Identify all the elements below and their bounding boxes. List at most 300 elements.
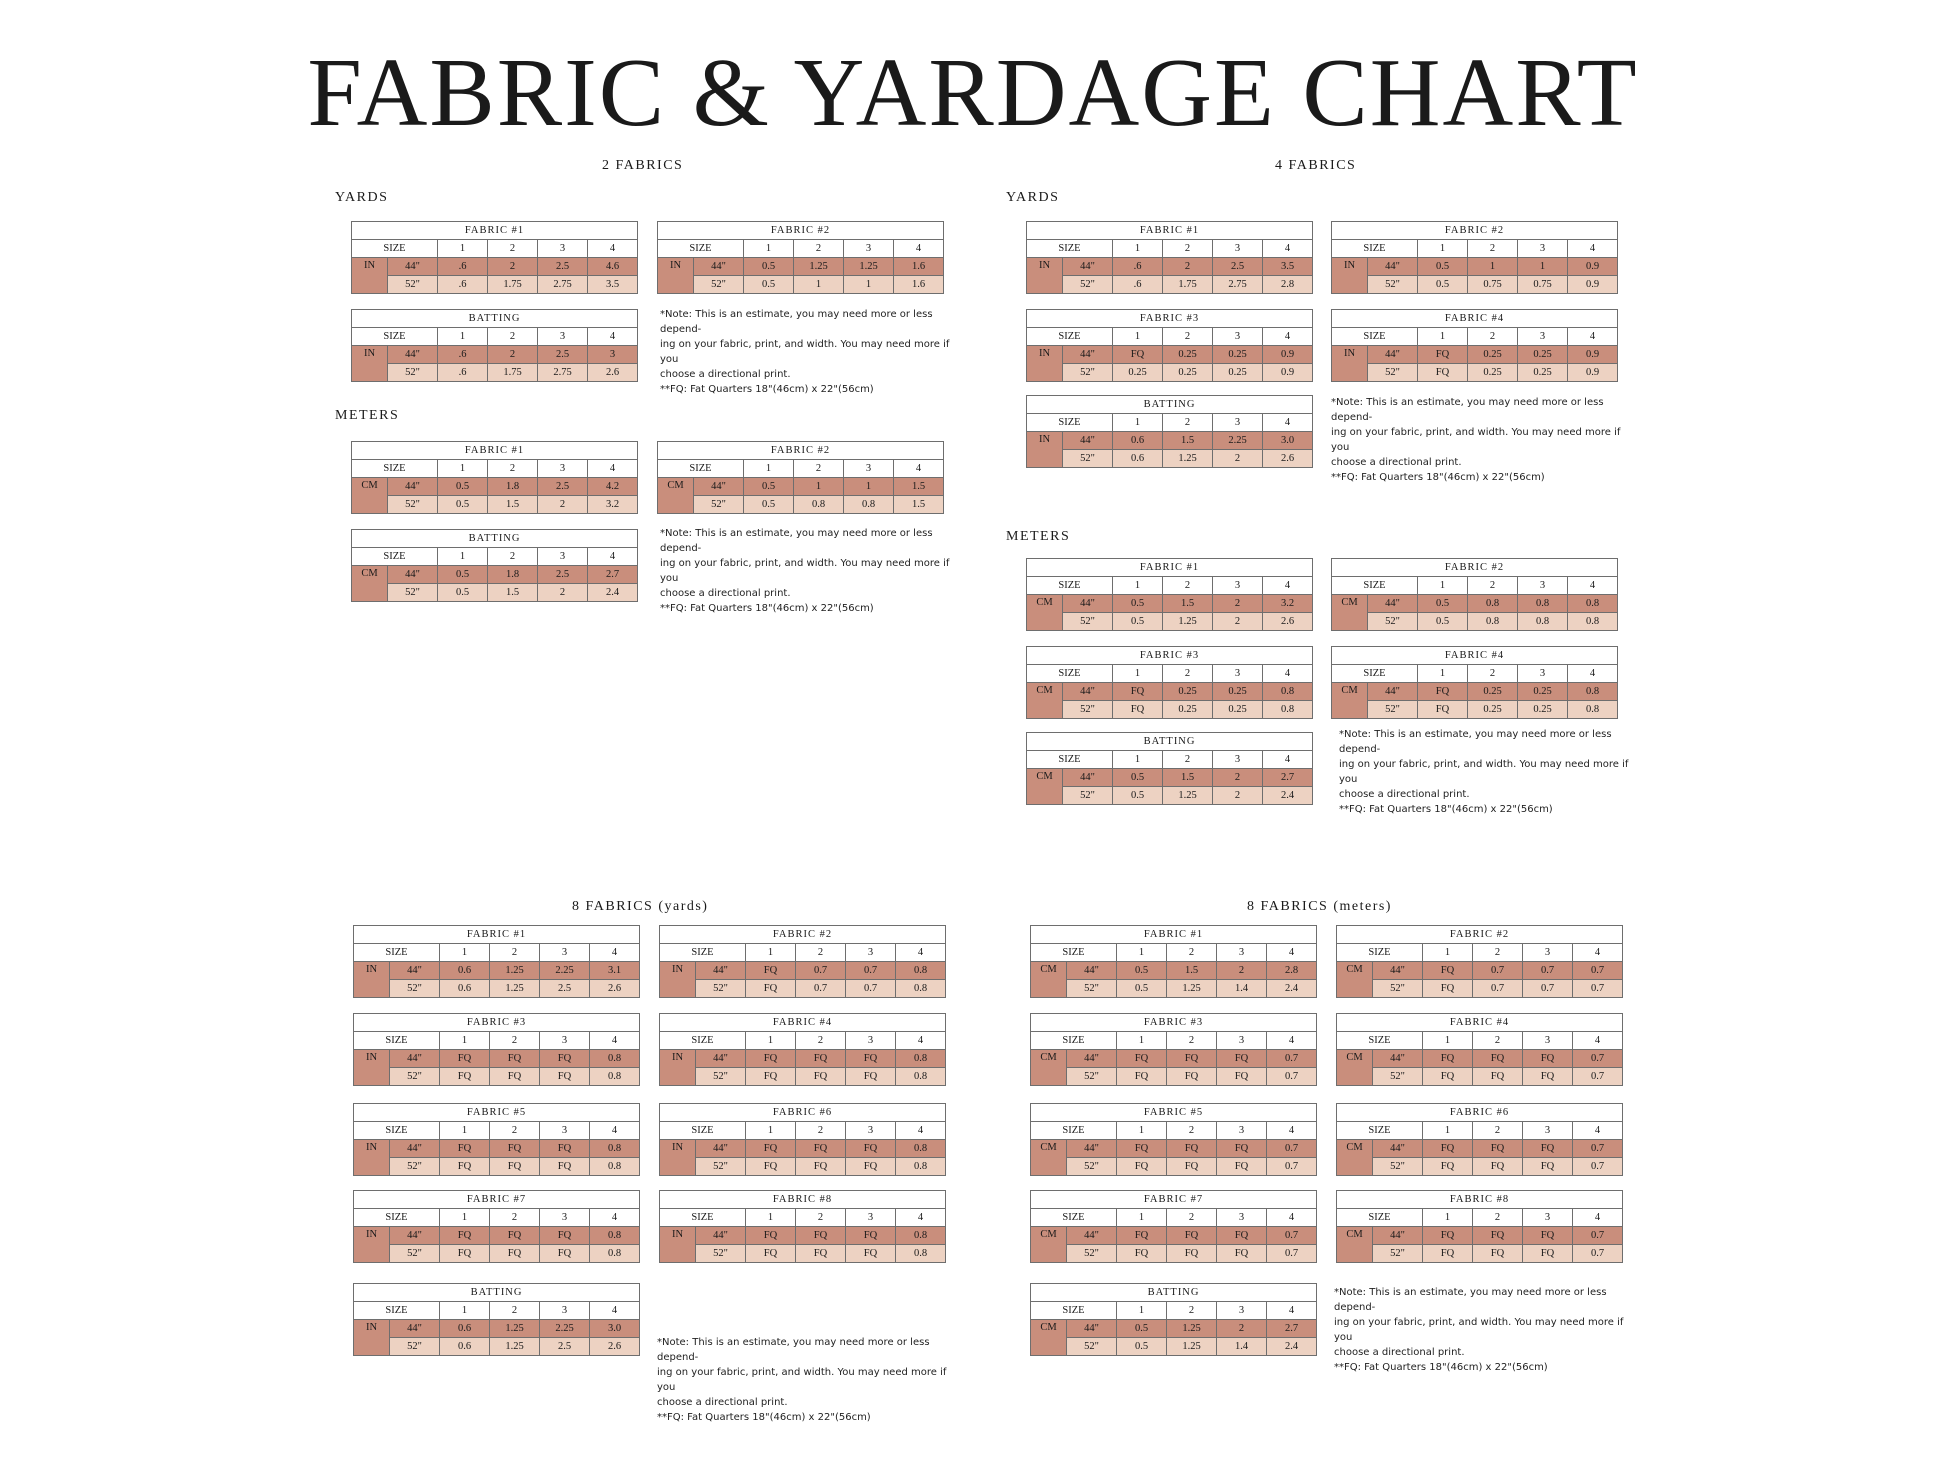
estimate-note: *Note: This is an estimate, you may need more or less depend- ing on your fabric, print, and width. You may need more if you choose a directional print. **FQ: Fat Quarters 18"(46cm) x 22"(56cm) <box>660 309 950 395</box>
value-cell: 0.25 <box>1518 364 1568 382</box>
size-header: SIZE <box>1031 1209 1117 1227</box>
table-row <box>1337 1068 1623 1086</box>
value-cell: FQ <box>846 1050 896 1068</box>
table-row <box>354 962 640 980</box>
size-header-row <box>660 1032 946 1050</box>
unit-cell: CM <box>1332 683 1368 719</box>
size-header: SIZE <box>1031 944 1117 962</box>
value-cell: 0.5 <box>744 276 794 294</box>
value-cell: 0.7 <box>1573 1068 1623 1086</box>
width-label: 52" <box>388 276 438 294</box>
width-label: 44" <box>388 566 438 584</box>
value-cell: FQ <box>846 1158 896 1176</box>
yardage-table <box>1030 1190 1317 1263</box>
unit-cell: CM <box>1031 1050 1067 1086</box>
value-cell: FQ <box>540 1227 590 1245</box>
value-cell: 2.75 <box>1213 276 1263 294</box>
table-row <box>1332 683 1618 701</box>
value-cell: 1.25 <box>490 1320 540 1338</box>
value-cell: 2.5 <box>540 980 590 998</box>
value-cell: 0.25 <box>1468 701 1518 719</box>
size-number: 3 <box>1217 1122 1267 1140</box>
width-label: 52" <box>1063 450 1113 468</box>
table-title: BATTING <box>352 530 638 548</box>
size-header: SIZE <box>1332 328 1418 346</box>
value-cell: 0.25 <box>1163 346 1213 364</box>
value-cell: 0.6 <box>440 980 490 998</box>
size-number: 4 <box>1267 1302 1317 1320</box>
value-cell: 0.25 <box>1163 701 1213 719</box>
table-title: BATTING <box>352 310 638 328</box>
value-cell: 2.5 <box>1213 258 1263 276</box>
value-cell: 0.25 <box>1213 346 1263 364</box>
page-title: FABRIC & YARDAGE CHART <box>307 39 1639 147</box>
unit-cell: IN <box>354 962 390 998</box>
size-number: 4 <box>1568 328 1618 346</box>
value-cell: 0.7 <box>1573 1050 1623 1068</box>
width-label: 52" <box>1067 1245 1117 1263</box>
size-header-row <box>1332 328 1618 346</box>
value-cell: FQ <box>1523 1068 1573 1086</box>
size-number: 1 <box>440 1302 490 1320</box>
table-title: FABRIC #3 <box>1027 310 1313 328</box>
size-header-row <box>352 328 638 346</box>
table-row <box>1031 1158 1317 1176</box>
value-cell: 0.25 <box>1468 346 1518 364</box>
width-label: 44" <box>388 258 438 276</box>
size-number: 3 <box>1213 751 1263 769</box>
value-cell: 0.7 <box>1267 1227 1317 1245</box>
value-cell: 0.25 <box>1468 683 1518 701</box>
table-title: FABRIC #4 <box>1337 1014 1623 1032</box>
size-number: 4 <box>1263 414 1313 432</box>
value-cell: FQ <box>1418 683 1468 701</box>
size-number: 3 <box>538 240 588 258</box>
value-cell: FQ <box>1418 701 1468 719</box>
table-row <box>660 980 946 998</box>
estimate-note: *Note: This is an estimate, you may need more or less depend- ing on your fabric, print, and width. You may need more if you choose a directional print. **FQ: Fat Quarters 18"(46cm) x 22"(56cm) <box>660 528 950 614</box>
width-label: 44" <box>388 478 438 496</box>
size-number: 1 <box>1418 665 1468 683</box>
table-title: FABRIC #1 <box>352 222 638 240</box>
value-cell: 2.5 <box>538 478 588 496</box>
size-number: 1 <box>438 460 488 478</box>
size-number: 1 <box>440 1209 490 1227</box>
size-number: 2 <box>1167 1032 1217 1050</box>
size-header-row <box>1337 944 1623 962</box>
value-cell: FQ <box>1217 1158 1267 1176</box>
size-number: 2 <box>1468 328 1518 346</box>
size-number: 1 <box>1113 240 1163 258</box>
size-number: 3 <box>1217 1032 1267 1050</box>
table-row <box>354 1245 640 1263</box>
size-header-row <box>1332 665 1618 683</box>
width-label: 52" <box>1063 701 1113 719</box>
value-cell: FQ <box>1423 1068 1473 1086</box>
size-header: SIZE <box>1031 1032 1117 1050</box>
table-title: FABRIC #7 <box>354 1191 640 1209</box>
size-header: SIZE <box>1027 751 1113 769</box>
table-row <box>1337 1227 1623 1245</box>
unit-cell: IN <box>1027 432 1063 468</box>
table-title: FABRIC #8 <box>660 1191 946 1209</box>
value-cell: FQ <box>490 1227 540 1245</box>
value-cell: 2.7 <box>1267 1320 1317 1338</box>
size-number: 1 <box>1113 665 1163 683</box>
size-number: 3 <box>846 1209 896 1227</box>
value-cell: 0.9 <box>1263 364 1313 382</box>
size-number: 1 <box>1418 240 1468 258</box>
value-cell: .6 <box>438 346 488 364</box>
size-header-row <box>1031 1032 1317 1050</box>
size-number: 1 <box>1117 1302 1167 1320</box>
unit-cell: CM <box>658 478 694 514</box>
value-cell: FQ <box>796 1245 846 1263</box>
table-title: BATTING <box>1031 1284 1317 1302</box>
value-cell: FQ <box>440 1050 490 1068</box>
table-row <box>1332 258 1618 276</box>
size-number: 1 <box>744 240 794 258</box>
value-cell: 0.7 <box>1473 962 1523 980</box>
table-title: FABRIC #7 <box>1031 1191 1317 1209</box>
value-cell: 2.7 <box>1263 769 1313 787</box>
yardage-table <box>1336 1103 1623 1176</box>
value-cell: 2 <box>1163 258 1213 276</box>
value-cell: 2.25 <box>1213 432 1263 450</box>
size-number: 4 <box>588 328 638 346</box>
size-header-row <box>1031 1209 1317 1227</box>
yardage-table <box>1331 558 1618 631</box>
value-cell: 1.25 <box>844 258 894 276</box>
size-header: SIZE <box>352 460 438 478</box>
size-header: SIZE <box>352 328 438 346</box>
value-cell: 0.5 <box>438 478 488 496</box>
width-label: 52" <box>1067 1158 1117 1176</box>
table-row <box>1027 683 1313 701</box>
value-cell: 0.25 <box>1213 701 1263 719</box>
width-label: 52" <box>1067 1068 1117 1086</box>
meters-label: METERS <box>1006 529 1071 544</box>
size-number: 4 <box>1267 1209 1317 1227</box>
value-cell: FQ <box>1167 1140 1217 1158</box>
size-number: 3 <box>846 944 896 962</box>
value-cell: 0.8 <box>1518 595 1568 613</box>
value-cell: 1.4 <box>1217 1338 1267 1356</box>
yardage-table <box>351 529 638 602</box>
value-cell: 0.7 <box>1573 962 1623 980</box>
section-title-4-fabrics: 4 FABRICS <box>1275 158 1357 173</box>
value-cell: 0.7 <box>846 980 896 998</box>
width-label: 52" <box>1368 364 1418 382</box>
value-cell: 0.6 <box>440 962 490 980</box>
value-cell: 0.9 <box>1568 258 1618 276</box>
size-number: 4 <box>1263 751 1313 769</box>
table-row <box>354 1227 640 1245</box>
value-cell: 1 <box>794 478 844 496</box>
table-row <box>660 1050 946 1068</box>
value-cell: 0.5 <box>1117 962 1167 980</box>
value-cell: FQ <box>540 1140 590 1158</box>
value-cell: 1.5 <box>1167 962 1217 980</box>
size-header: SIZE <box>1027 414 1113 432</box>
value-cell: 0.7 <box>846 962 896 980</box>
table-row <box>1027 701 1313 719</box>
width-label: 44" <box>1368 683 1418 701</box>
size-number: 4 <box>590 1122 640 1140</box>
value-cell: FQ <box>746 980 796 998</box>
value-cell: FQ <box>1423 1158 1473 1176</box>
value-cell: FQ <box>490 1245 540 1263</box>
value-cell: 0.9 <box>1568 276 1618 294</box>
table-row <box>1332 346 1618 364</box>
size-number: 2 <box>490 944 540 962</box>
size-number: 1 <box>1423 1032 1473 1050</box>
unit-cell: CM <box>1337 962 1373 998</box>
value-cell: FQ <box>1167 1158 1217 1176</box>
value-cell: 0.7 <box>1523 962 1573 980</box>
value-cell: 0.5 <box>1418 276 1468 294</box>
width-label: 44" <box>1373 1050 1423 1068</box>
value-cell: 2.5 <box>538 346 588 364</box>
size-number: 4 <box>1267 1032 1317 1050</box>
size-number: 3 <box>1523 944 1573 962</box>
width-label: 44" <box>1067 1140 1117 1158</box>
size-number: 1 <box>440 1122 490 1140</box>
value-cell: FQ <box>746 1227 796 1245</box>
unit-cell: IN <box>352 346 388 382</box>
value-cell: 2.6 <box>590 980 640 998</box>
size-header-row <box>1337 1032 1623 1050</box>
value-cell: 1.25 <box>1167 980 1217 998</box>
table-title: FABRIC #1 <box>354 926 640 944</box>
size-number: 3 <box>1518 328 1568 346</box>
value-cell: 0.9 <box>1568 364 1618 382</box>
size-number: 2 <box>1163 414 1213 432</box>
table-row <box>1332 701 1618 719</box>
table-row <box>1337 962 1623 980</box>
table-title: FABRIC #5 <box>354 1104 640 1122</box>
table-row <box>1031 1140 1317 1158</box>
value-cell: FQ <box>440 1158 490 1176</box>
value-cell: 0.75 <box>1468 276 1518 294</box>
unit-cell: IN <box>660 1050 696 1086</box>
size-header: SIZE <box>1332 665 1418 683</box>
width-label: 44" <box>390 1140 440 1158</box>
size-header-row <box>1332 240 1618 258</box>
size-header: SIZE <box>352 240 438 258</box>
value-cell: FQ <box>1217 1068 1267 1086</box>
value-cell: FQ <box>1473 1227 1523 1245</box>
size-header-row <box>352 460 638 478</box>
size-number: 3 <box>538 548 588 566</box>
value-cell: 1 <box>844 478 894 496</box>
yardage-table <box>1030 1103 1317 1176</box>
unit-cell: IN <box>660 1140 696 1176</box>
size-header: SIZE <box>1332 577 1418 595</box>
size-number: 1 <box>438 548 488 566</box>
value-cell: 0.7 <box>796 980 846 998</box>
table-row <box>1332 364 1618 382</box>
size-number: 1 <box>746 1032 796 1050</box>
value-cell: 2.7 <box>588 566 638 584</box>
size-number: 2 <box>490 1302 540 1320</box>
table-row <box>354 1068 640 1086</box>
size-number: 3 <box>1217 1302 1267 1320</box>
size-number: 4 <box>1573 944 1623 962</box>
value-cell: 2 <box>1213 613 1263 631</box>
value-cell: 0.25 <box>1213 364 1263 382</box>
size-number: 3 <box>1523 1032 1573 1050</box>
table-title: FABRIC #6 <box>1337 1104 1623 1122</box>
unit-cell: CM <box>1031 1140 1067 1176</box>
value-cell: FQ <box>1473 1158 1523 1176</box>
value-cell: 0.8 <box>896 1050 946 1068</box>
table-row <box>354 980 640 998</box>
value-cell: FQ <box>1523 1245 1573 1263</box>
value-cell: 1.25 <box>490 1338 540 1356</box>
yardage-table <box>657 221 944 294</box>
value-cell: 0.5 <box>1117 980 1167 998</box>
size-number: 4 <box>588 548 638 566</box>
size-number: 4 <box>1267 944 1317 962</box>
value-cell: FQ <box>846 1227 896 1245</box>
value-cell: 0.8 <box>896 962 946 980</box>
value-cell: 0.9 <box>1568 346 1618 364</box>
value-cell: FQ <box>746 962 796 980</box>
width-label: 44" <box>1067 1050 1117 1068</box>
value-cell: 2 <box>538 496 588 514</box>
size-number: 3 <box>1213 665 1263 683</box>
unit-cell: CM <box>1337 1140 1373 1176</box>
table-row <box>352 478 638 496</box>
value-cell: 1.5 <box>894 496 944 514</box>
size-number: 4 <box>1568 577 1618 595</box>
table-row <box>1337 1050 1623 1068</box>
width-label: 52" <box>1063 276 1113 294</box>
value-cell: 4.6 <box>588 258 638 276</box>
size-header-row <box>660 1122 946 1140</box>
table-title: FABRIC #2 <box>658 222 944 240</box>
table-title: BATTING <box>1027 396 1313 414</box>
width-label: 52" <box>388 364 438 382</box>
width-label: 44" <box>1067 1227 1117 1245</box>
size-number: 1 <box>1117 1122 1167 1140</box>
size-number: 3 <box>1217 944 1267 962</box>
table-row <box>352 566 638 584</box>
table-row <box>352 276 638 294</box>
value-cell: 0.7 <box>1267 1050 1317 1068</box>
table-row <box>1337 1158 1623 1176</box>
value-cell: 1.8 <box>488 478 538 496</box>
table-title: FABRIC #5 <box>1031 1104 1317 1122</box>
size-header: SIZE <box>660 944 746 962</box>
value-cell: 3 <box>588 346 638 364</box>
width-label: 44" <box>388 346 438 364</box>
size-number: 1 <box>746 944 796 962</box>
width-label: 52" <box>390 1338 440 1356</box>
unit-cell: IN <box>352 258 388 294</box>
yardage-table <box>1030 925 1317 998</box>
value-cell: FQ <box>1418 364 1468 382</box>
value-cell: 0.25 <box>1518 346 1568 364</box>
table-row <box>1031 962 1317 980</box>
value-cell: FQ <box>746 1158 796 1176</box>
size-header: SIZE <box>1337 944 1423 962</box>
value-cell: 3.5 <box>1263 258 1313 276</box>
value-cell: FQ <box>440 1068 490 1086</box>
value-cell: FQ <box>1117 1068 1167 1086</box>
size-number: 1 <box>1117 1032 1167 1050</box>
width-label: 44" <box>390 1320 440 1338</box>
table-row <box>660 962 946 980</box>
yardage-table <box>353 1013 640 1086</box>
size-number: 2 <box>796 944 846 962</box>
table-row <box>1027 613 1313 631</box>
value-cell: 0.8 <box>1568 613 1618 631</box>
width-label: 52" <box>1373 980 1423 998</box>
size-header: SIZE <box>1027 240 1113 258</box>
size-header: SIZE <box>1337 1122 1423 1140</box>
value-cell: 0.8 <box>896 1245 946 1263</box>
size-header: SIZE <box>354 1032 440 1050</box>
value-cell: 2.6 <box>1263 613 1313 631</box>
size-number: 4 <box>896 1032 946 1050</box>
value-cell: 0.5 <box>1418 613 1468 631</box>
size-number: 4 <box>590 944 640 962</box>
unit-cell: CM <box>1031 962 1067 998</box>
table-row <box>660 1140 946 1158</box>
size-number: 4 <box>588 460 638 478</box>
width-label: 52" <box>390 1068 440 1086</box>
value-cell: 0.5 <box>744 496 794 514</box>
value-cell: FQ <box>1117 1140 1167 1158</box>
table-title: FABRIC #1 <box>1027 222 1313 240</box>
width-label: 44" <box>1063 769 1113 787</box>
yardage-table <box>1336 925 1623 998</box>
width-label: 52" <box>696 1068 746 1086</box>
value-cell: 1 <box>1518 258 1568 276</box>
size-number: 2 <box>1473 944 1523 962</box>
value-cell: 0.5 <box>1113 613 1163 631</box>
value-cell: 2.8 <box>1263 276 1313 294</box>
width-label: 44" <box>1373 1227 1423 1245</box>
size-number: 2 <box>1468 665 1518 683</box>
table-row <box>1027 276 1313 294</box>
size-number: 4 <box>590 1032 640 1050</box>
value-cell: 2 <box>1217 1320 1267 1338</box>
size-header: SIZE <box>1031 1302 1117 1320</box>
width-label: 52" <box>694 276 744 294</box>
unit-cell: IN <box>658 258 694 294</box>
size-number: 4 <box>1573 1209 1623 1227</box>
width-label: 52" <box>1373 1068 1423 1086</box>
value-cell: FQ <box>490 1068 540 1086</box>
yardage-table <box>1026 221 1313 294</box>
size-number: 3 <box>1523 1122 1573 1140</box>
value-cell: 0.25 <box>1518 701 1568 719</box>
size-number: 1 <box>1418 577 1468 595</box>
table-title: FABRIC #3 <box>1027 647 1313 665</box>
table-row <box>1031 1068 1317 1086</box>
value-cell: FQ <box>1523 1050 1573 1068</box>
size-number: 3 <box>540 1032 590 1050</box>
width-label: 52" <box>1063 613 1113 631</box>
table-row <box>658 276 944 294</box>
size-header: SIZE <box>660 1209 746 1227</box>
value-cell: 1.25 <box>1167 1320 1217 1338</box>
value-cell: 1 <box>844 276 894 294</box>
size-number: 3 <box>1213 240 1263 258</box>
